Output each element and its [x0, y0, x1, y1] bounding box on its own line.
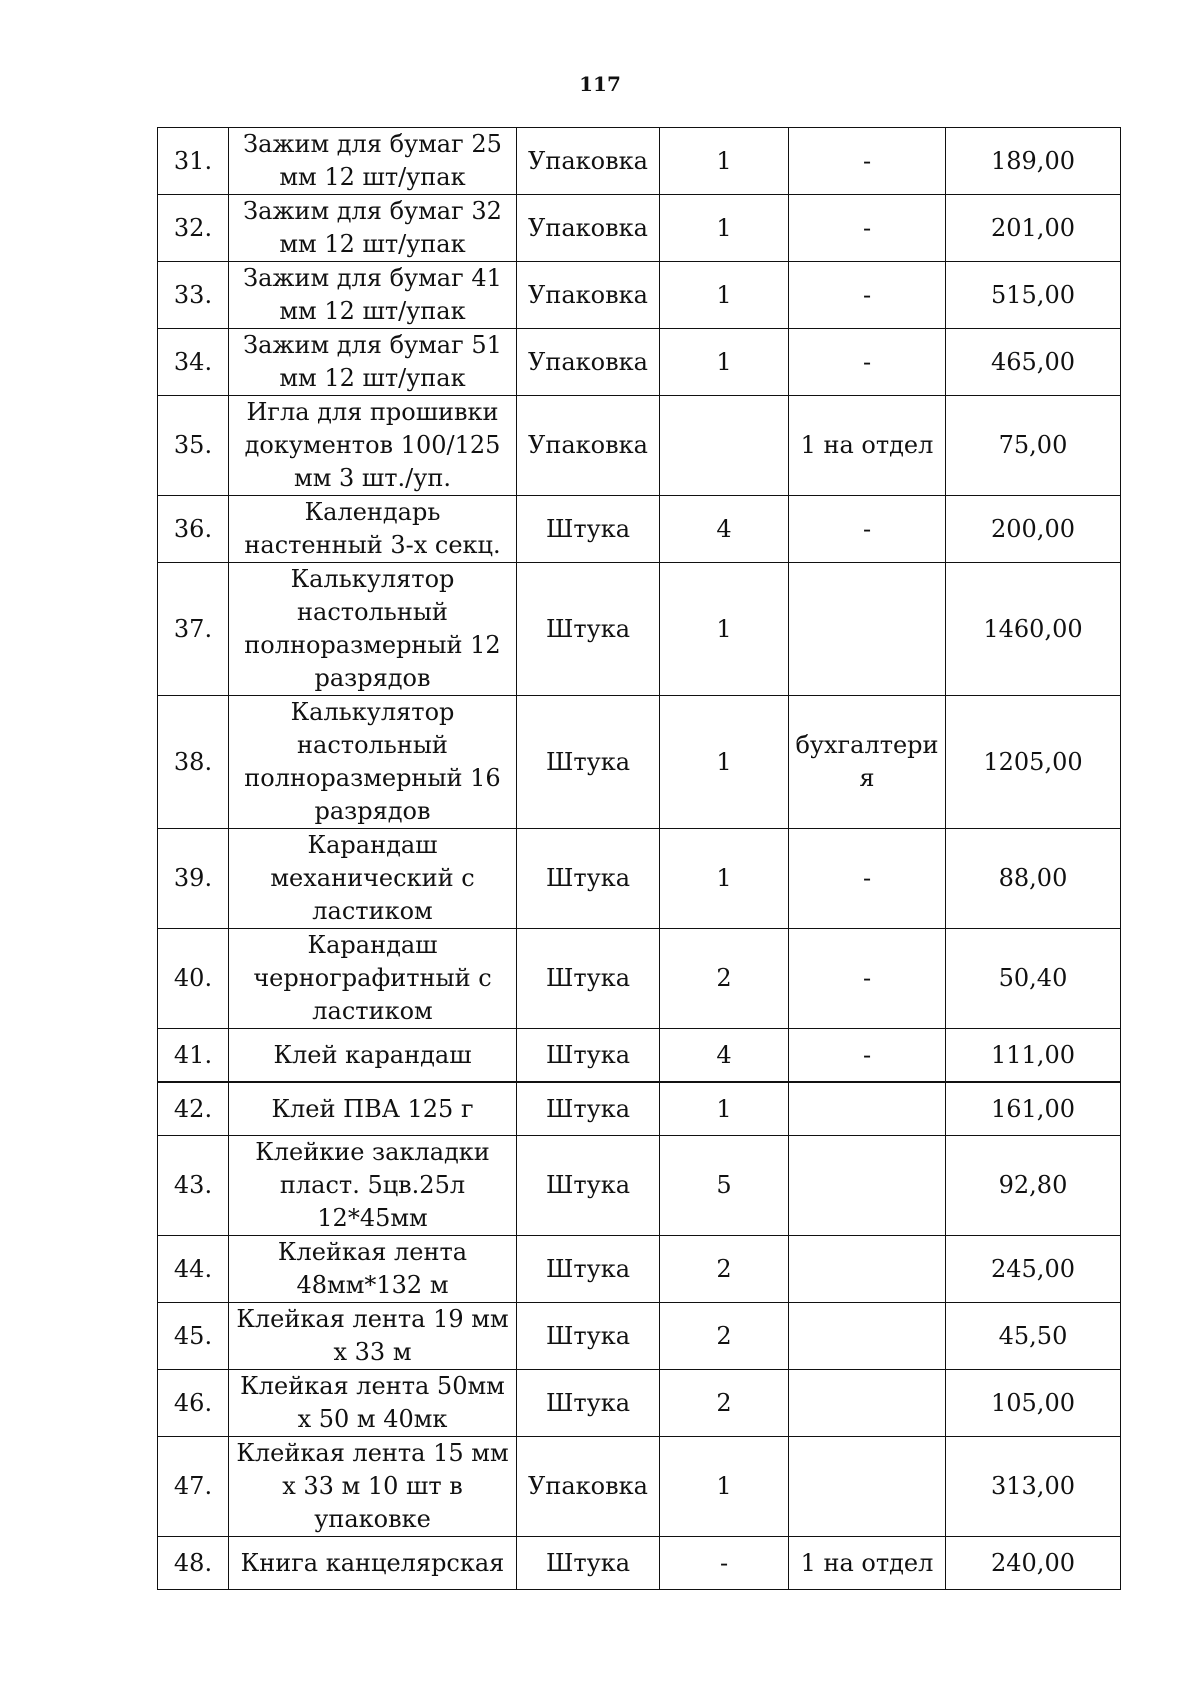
item-name: Книга канцелярская: [229, 1537, 517, 1590]
item-name: Зажим для бумаг 51 мм 12 шт/упак: [229, 329, 517, 396]
item-unit: Упаковка: [517, 396, 660, 496]
table-row: [158, 329, 1121, 396]
item-name: Зажим для бумаг 25 мм 12 шт/упак: [229, 128, 517, 195]
table-row: [158, 1537, 1121, 1590]
item-name: Клей карандаш: [229, 1029, 517, 1083]
item-name: Клейкая лента 48мм*132 м: [229, 1236, 517, 1303]
row-number: 34.: [158, 329, 229, 396]
table-row: [158, 128, 1121, 195]
item-note: -: [789, 496, 946, 563]
table-row: [158, 1082, 1121, 1136]
item-price: 105,00: [946, 1370, 1121, 1437]
item-quantity: 1: [660, 128, 789, 195]
table-row: [158, 496, 1121, 563]
item-note: [789, 1136, 946, 1236]
item-note: [789, 1303, 946, 1370]
row-number: 42.: [158, 1082, 229, 1136]
item-quantity: 2: [660, 929, 789, 1029]
row-number: 32.: [158, 195, 229, 262]
item-unit: Упаковка: [517, 262, 660, 329]
item-quantity: 2: [660, 1236, 789, 1303]
table-row: [158, 1136, 1121, 1236]
item-quantity: 1: [660, 1437, 789, 1537]
row-number: 36.: [158, 496, 229, 563]
item-unit: Упаковка: [517, 195, 660, 262]
table-row: [158, 262, 1121, 329]
item-note: 1 на отдел: [789, 1537, 946, 1590]
row-number: 37.: [158, 563, 229, 696]
table-row: [158, 1370, 1121, 1437]
item-quantity: [660, 396, 789, 496]
item-name: Клейкие закладки пласт. 5цв.25л 12*45мм: [229, 1136, 517, 1236]
item-price: 111,00: [946, 1029, 1121, 1083]
row-number: 33.: [158, 262, 229, 329]
item-name: Календарь настенный 3-х секц.: [229, 496, 517, 563]
row-number: 44.: [158, 1236, 229, 1303]
item-price: 45,50: [946, 1303, 1121, 1370]
table-row: [158, 1437, 1121, 1537]
item-price: 313,00: [946, 1437, 1121, 1537]
item-price: 50,40: [946, 929, 1121, 1029]
item-unit: Штука: [517, 1370, 660, 1437]
row-number: 40.: [158, 929, 229, 1029]
item-quantity: 1: [660, 696, 789, 829]
table-row: [158, 396, 1121, 496]
item-price: 75,00: [946, 396, 1121, 496]
item-name: Калькулятор настольный полноразмерный 12 разрядов: [229, 563, 517, 696]
row-number: 46.: [158, 1370, 229, 1437]
row-number: 43.: [158, 1136, 229, 1236]
table-row: [158, 1303, 1121, 1370]
item-note: -: [789, 262, 946, 329]
item-note: 1 на отдел: [789, 396, 946, 496]
item-unit: Штука: [517, 1236, 660, 1303]
item-quantity: 1: [660, 829, 789, 929]
item-name: Клей ПВА 125 г: [229, 1082, 517, 1136]
item-name: Клейкая лента 50мм х 50 м 40мк: [229, 1370, 517, 1437]
item-price: 1460,00: [946, 563, 1121, 696]
item-price: 245,00: [946, 1236, 1121, 1303]
item-unit: Штука: [517, 1537, 660, 1590]
item-quantity: 1: [660, 1082, 789, 1136]
item-note: -: [789, 1029, 946, 1083]
item-name: Клейкая лента 15 мм х 33 м 10 шт в упаковке: [229, 1437, 517, 1537]
item-unit: Штука: [517, 696, 660, 829]
item-quantity: 2: [660, 1370, 789, 1437]
item-quantity: 1: [660, 563, 789, 696]
row-number: 48.: [158, 1537, 229, 1590]
item-price: 240,00: [946, 1537, 1121, 1590]
item-quantity: -: [660, 1537, 789, 1590]
item-price: 201,00: [946, 195, 1121, 262]
table-row: [158, 696, 1121, 829]
item-unit: Упаковка: [517, 329, 660, 396]
row-number: 31.: [158, 128, 229, 195]
item-unit: Штука: [517, 563, 660, 696]
row-number: 39.: [158, 829, 229, 929]
item-price: 1205,00: [946, 696, 1121, 829]
item-quantity: 5: [660, 1136, 789, 1236]
row-number: 45.: [158, 1303, 229, 1370]
row-number: 38.: [158, 696, 229, 829]
item-price: 200,00: [946, 496, 1121, 563]
item-note: [789, 1370, 946, 1437]
item-note: -: [789, 128, 946, 195]
item-note: -: [789, 195, 946, 262]
item-price: 161,00: [946, 1082, 1121, 1136]
item-quantity: 4: [660, 496, 789, 563]
item-unit: Упаковка: [517, 1437, 660, 1537]
item-note: [789, 1082, 946, 1136]
table-row: [158, 195, 1121, 262]
item-name: Калькулятор настольный полноразмерный 16 разрядов: [229, 696, 517, 829]
item-name: Клейкая лента 19 мм х 33 м: [229, 1303, 517, 1370]
item-price: 465,00: [946, 329, 1121, 396]
item-note: [789, 1236, 946, 1303]
row-number: 47.: [158, 1437, 229, 1537]
item-quantity: 2: [660, 1303, 789, 1370]
item-quantity: 1: [660, 262, 789, 329]
item-price: 189,00: [946, 128, 1121, 195]
item-note: [789, 563, 946, 696]
table-row: [158, 1029, 1121, 1083]
item-name: Карандаш механический с ластиком: [229, 829, 517, 929]
item-unit: Штука: [517, 1029, 660, 1083]
item-name: Зажим для бумаг 41 мм 12 шт/упак: [229, 262, 517, 329]
item-price: 92,80: [946, 1136, 1121, 1236]
table-row: [158, 1236, 1121, 1303]
item-name: Зажим для бумаг 32 мм 12 шт/упак: [229, 195, 517, 262]
item-note: [789, 1437, 946, 1537]
table-row: [158, 563, 1121, 696]
item-unit: Штука: [517, 1082, 660, 1136]
item-unit: Упаковка: [517, 128, 660, 195]
item-unit: Штука: [517, 1136, 660, 1236]
item-note: -: [789, 329, 946, 396]
row-number: 35.: [158, 396, 229, 496]
item-name: Карандаш чернографитный с ластиком: [229, 929, 517, 1029]
table-row: [158, 829, 1121, 929]
item-quantity: 4: [660, 1029, 789, 1083]
item-note: бухгалтерия: [789, 696, 946, 829]
item-note: -: [789, 829, 946, 929]
page-number: 117: [579, 72, 621, 96]
item-quantity: 1: [660, 329, 789, 396]
supplies-table: [157, 127, 1121, 1590]
item-unit: Штука: [517, 1303, 660, 1370]
item-unit: Штука: [517, 496, 660, 563]
table-row: [158, 929, 1121, 1029]
item-unit: Штука: [517, 829, 660, 929]
item-quantity: 1: [660, 195, 789, 262]
row-number: 41.: [158, 1029, 229, 1083]
item-price: 88,00: [946, 829, 1121, 929]
item-price: 515,00: [946, 262, 1121, 329]
item-note: -: [789, 929, 946, 1029]
item-name: Игла для прошивки документов 100/125 мм 3 шт./уп.: [229, 396, 517, 496]
item-unit: Штука: [517, 929, 660, 1029]
